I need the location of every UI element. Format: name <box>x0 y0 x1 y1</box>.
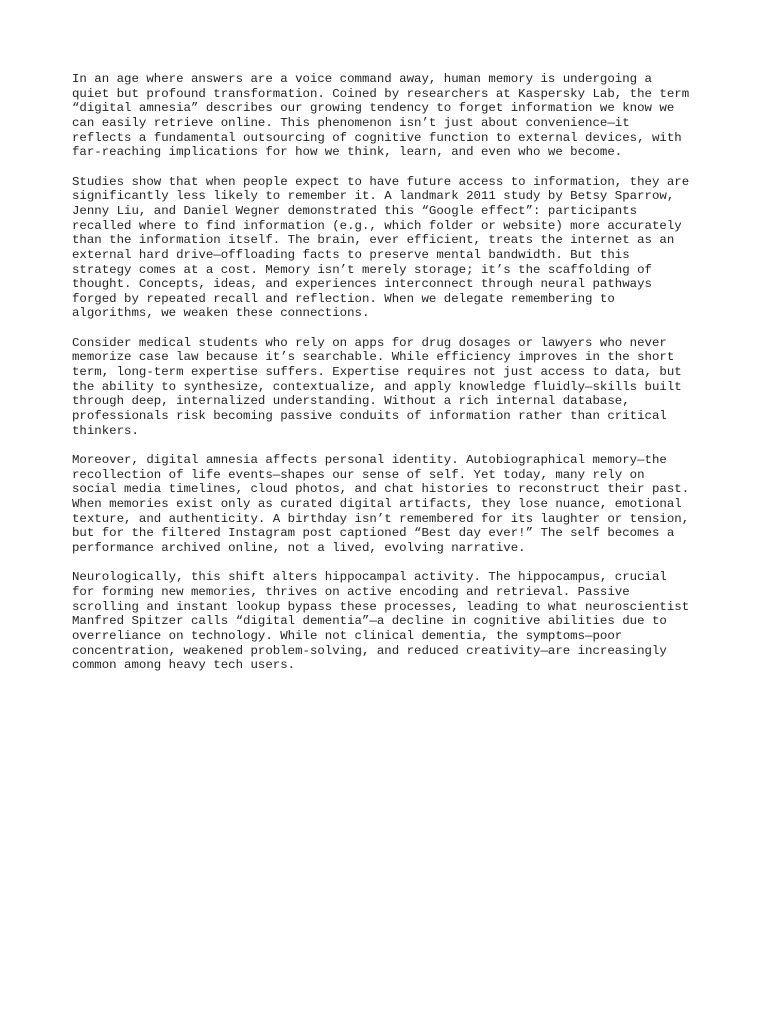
document-page <box>72 72 712 687</box>
paragraph-google-effect: Studies show that when people expect to have future access to information, they are significantly less likely to remember it. A landmark 2011 study by Betsy Sparrow, Jenny Liu, and Daniel Wegner demonstrated this “Google effect”: participants recalled where to find information (e.g., which folder or website) more accurately than the information itself. The brain, ever efficient, treats the internet as an external hard drive—offloading facts to preserve mental bandwidth. But this strategy comes at a cost. Memory isn’t merely storage; it’s the scaffolding of thought. Concepts, ideas, and experiences interconnect through neural pathways forged by repeated recall and reflection. When we delegate remembering to algorithms, we weaken these connections. <box>72 174 690 321</box>
paragraph-digital-amnesia-intro: In an age where answers are a voice command away, human memory is undergoing a quiet but profound transformation. Coined by researchers at Kaspersky Lab, the term “digital amnesia” describes our growing tendency to forget information we know we can easily retrieve online. This phenomenon isn’t just about convenience—it reflects a fundamental outsourcing of cognitive function to external devices, with far-reaching implications for how we think, learn, and even who we become. <box>72 72 690 160</box>
paragraph-neurology: Neurologically, this shift alters hippocampal activity. The hippocampus, crucial for forming new memories, thrives on active encoding and retrieval. Passive scrolling and instant lookup bypass these processes, leading to what neuroscientist Manfred Spitzer calls “digital dementia”—a decline in cognitive abilities due to overreliance on technology. While not clinical dementia, the symptoms—poor concentration, weakened problem-solving, and reduced creativity—are increasingly common among heavy tech users. <box>72 570 690 673</box>
paragraph-expertise: Consider medical students who rely on apps for drug dosages or lawyers who never memorize case law because it’s searchable. While efficiency improves in the short term, long-term expertise suffers. Expertise requires not just access to data, but the ability to synthesize, contextualize, and apply knowledge fluidly—skills built through deep, internalized understanding. Without a rich internal database, professionals risk becoming passive conduits of information rather than critical thinkers. <box>72 335 682 438</box>
paragraph-personal-identity: Moreover, digital amnesia affects personal identity. Autobiographical memory—the recollection of life events—shapes our sense of self. Yet today, many rely on social media timelines, cloud photos, and chat histories to reconstruct their past. When memories exist only as curated digital artifacts, they lose nuance, emotional texture, and authenticity. A birthday isn’t remembered for its laughter or tension, but for the filtered Instagram post captioned “Best day ever!” The self becomes a performance archived online, not a lived, evolving narrative. <box>72 453 690 555</box>
